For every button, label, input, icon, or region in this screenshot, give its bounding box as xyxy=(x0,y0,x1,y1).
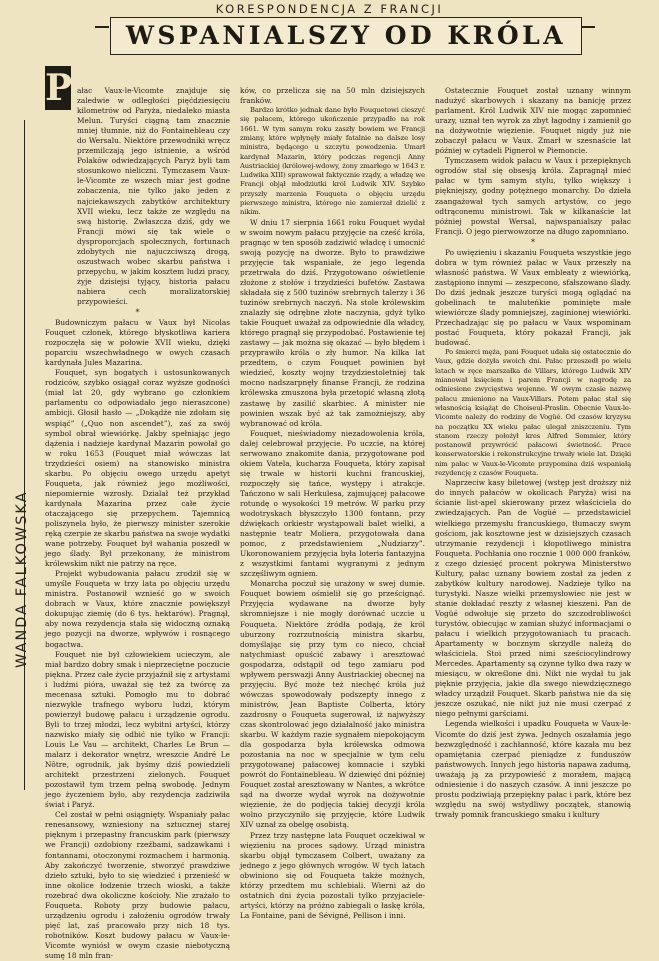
title-rule-left xyxy=(95,26,109,28)
article-column-1 xyxy=(45,86,230,961)
paragraph: ałac Vaux-le-Vicomte znajduje się zaledwie w odległości pięćdziesięciu kilometrów od Paryża, niedaleko miasta Melun. Turyści ciągną tam znacznie mniej tłumnie, niż do Fontainebleau czy do Wersalu. Niektóre przewodniki wręcz przemilczają jego istnienie, a wśród Polaków odwiedzających Paryż byli tam stosunkowo nieliczni. Tymczasem Vaux-le-Vicomte ze wszech miar jest godne zobaczenia, nie tylko jako jeden z najciekawszych zabytków architektury XVII wieku, lecz także ze względu na swą historię. Zwłaszcza dziś, gdy we Francji mówi się tak wiele o dysproporcjach społecznych, fortunach zdobytych nie najuczciwszą drogą, oszustwach wobec skarbu państwa i przepychu, w jakim kosztem ludzi pracy, żyje dzisiejsi tyjący, historia pałacu nabiera cech moralizatorskiej przypowieści. xyxy=(77,86,230,306)
paragraph: Tymczasem widok pałacu w Vaux i przepięknych ogrodów stał się obsesją króla. Zapragnął mieć pałac w tym samym stylu, tylko większy i piękniejszy, godny potężnego monarchy. Do dzieła zaangażował tych samych artystów, co jego odtrąconemu ministrowi. Tak w kilkanaście lat później powstał Wersal, najwspanialszy pałac Francji. O jego pierwowzorze na długo zapomniano. xyxy=(435,156,631,236)
article-column-3 xyxy=(435,86,631,820)
paragraph: Naprzeciw kasy biletowej (wstęp jest droższy niż do innych pałaców w okolicach Paryża) wisi na ścianie list-apel skierowany przez właściciela do zwiedzających. Pan de Vogüé — przedstawiciel wielkiego przemysłu francuskiego, tłumaczy swym gościom, jak kosztowne jest w dzisiejszych czasach utrzymanie rezydencji i kłopotliwego ministra Fouqueta. Pochłania ono rocznie 1 000 000 franków, z czego dziesięć procent pokrywa Ministerstwo Kultury, pałac uznany bowiem został za jeden z zabytków kultury narodowej. Nadzieje tylko na turystyki. Nasze wielki przemysłowiec nie jest w stanie dokładać reszty z własnej kieszeni. Pan de Vogüé odwołuje się przeto do szczodrobliwości turystów, obiecując w zamian służyć informacjami o pałacu i wielkich przygotowaniach tu pracach. Apartamenty w bocznym skrzydle należą do właściciela. Stoi przed nimi sześciocylindrowy Mercedes. Apartamenty są czynne tylko dwa razy w miesiącu, w określone dni. Nikt nie wydał tu jak pięknie przyjęcia, jakie dla swego niewdzięcznego władcy urządził Fouquet. Skarb państwa nie da się jeszcze oszukać, nie nikt już nie musi czerpać z niego pełnymi garściami. xyxy=(435,478,631,719)
paragraph: Przez trzy następne lata Fouquet oczekiwał w więzieniu na proces sądowy. Urząd ministra skarbu objął tymczasem Colbert, uważany za jednego z jego głównych wrogów. W tych latach obwiniono się od Fouqueta także możnych, którzy przedtem mu schlebiali. Wierni aż do ostatnich dni życia pozostali tylko przyjaciele-artyści, którzy na próżno zabiegali o łaskę króla, La Fontaine, pani de Sévigné, Pellison i inni. xyxy=(240,830,425,920)
author-rule xyxy=(24,120,25,790)
paragraph: Cel został w pełni osiągnięty. Wspaniały pałac renesansowy, wzniesiony na sztucznej starej pięknym i przepastny francuskim park (pierwszy we Francji) ozdobiony rzeźbami, sadzawkami i fontannami, otoczonymi rozmachem i harmonią. Aby zakończyć tworzenie, stworzyć prawdziwe dzieło sztuki, było to się wiedzieć i przenieść w inne okolice łodzenie trzech wioski, a także rozebrać dwa okoliczne kościoły. Nie zrażało to Fouqueta. Roboty przy budowie pałacu, urządzeniu ogrodu i założeniu ogrodów trwały pięć lat, zaś pracowało przy nich 18 tys. robotników. Koszt budowy pałacu w Vaux-le-Vicomte wyniósł w owym czasie niebotyczną sumę 18 mln fran- xyxy=(45,810,230,960)
paragraph: Ostatecznie Fouquet został uznany winnym nadużyć skarbowych i skazany na banicję przez parlament. Król Ludwik XIV nie mogąc zapomnieć urazy, uznał ten wyrok za zbyt łagodny i zamienił go na dożywotnie więzienie. Fouquet nigdy już nie zobaczył pałacu w Vaux. Zmarł w szesnaście lat później w cytadeli Pignerol w Piemoncie. xyxy=(435,86,631,156)
article-title: WSPANIALSZY OD KRÓLA xyxy=(125,21,567,50)
section-rubric: KORESPONDENCJA Z FRANCJI xyxy=(215,2,444,16)
paragraph: ków, co przelicza się na 50 mln dzisiejszych franków. xyxy=(240,86,425,106)
paragraph: Po śmierci męża, pani Fouquet udała się ostatecznie do Vaux, gdzie dożyła swoich dni. Pałac przeszedł po wielu latach w ręce marszałka de Villars, którego Ludwik XIV mianował księciem i parem Francji w nagrodę za odniesione zwycięstwa wojenne. W owym czasie nazwę pałacu zmieniono na Vaux-Villars. Potem pałac stał się własnością książąt de Choiseul-Praslin. Obecnie Vaux-le-Vicomte należy do rodziny de Vogüé. Od czasów kryzysu na początku XX wieku pałac ulegał zniszczeniu. Tym stanom rzeczy położył kres Alfred Sommier, który postanowił przywrócić pałacowi świetność. Prace konserwatorskie i rekonstrukcyjne trwały wiele lat. Dzięki nim pałac w Vaux-le-Vicomte przypomina dziś wspaniałą rezydencję z czasów Fouqueta. xyxy=(435,348,631,478)
paragraph: Fouquet nie był człowiekiem ucieczym, ale miał bardzo dobry smak i nieprzeciętne poczucie piękna. Przez całe życie przyjaźnił się z artystami i ludźmi pióra, uważał się też za twórcę za mecenasa sztuki. Pomogło mu to dobrać niezwykle trafnego wyboru ludzi, którym powierzył budowę pałacu i urządzenie ogrodu. Byli to trzej młodzi, lecz wybitni artyści, którzy nazwisko miały się odbić nie tylko w Francji: Louis Le Vau — architekt, Charles Le Brun — malarz i dekorator wnętrz, wreszcie André Le Nôtre, ogrodnik, jak byśmy dziś powiedzieli architekt przestrzeni zielonych. Fouquet pozostawił tym trzem pełną swobodę. Jednym jego życzeniem było, aby rezydencja zadziwiła świat i Paryż. xyxy=(45,649,230,810)
paragraph: Projekt wybudowania pałacu zrodził się w umyśle Fouqueta w trzy lata po objęciu urzędu ministra. Postanowił wznieść go w swoich dobrach w Vaux, które znacznie powiększył dokupując ziemię (do 6 tys. hektarów). Pragnął, aby nowa rezydencja stała się widoczną oznaką jego pozycji na dworze, wpływów i rosnącego bogactwa. xyxy=(45,569,230,649)
author-name: WANDA FALKOWSKA xyxy=(14,490,30,668)
paragraph: Fouquet, nieświadomy niezadowolenia króla, dalej celebrował przyjęcie. Po uczcie, na której serwowano znakomite dania, przygotowane pod okiem Vatela, kucharza Fouqueta, który zapisał się trwale w historii kuchni francuskiej, rozpoczęły się tańce, występy i atrakcje. Tańczono w sali Herkulesa, zajmującej pałacowe rotundę o wysokości 19 metrów. W parku przy wodotryskach błyszczyło 1300 fontann, przy dźwiękach orkiestr wystąpowali balet wielki, a następnie teatr Moliera, przygotowała dana pomoc, z przedstawieniem „Nudziarzy”. Ukoronowaniem przyjęcia była loteria fantazyjna z wszystkimi fantami wygranymi z jednym szczęśliwym ogniem. xyxy=(240,428,425,579)
paragraph: Bardzo krótko jednak dane było Fouquetowi cieszyć się pałacem, którego ukończenie przypadło na rok 1661. W tym samym roku zaszły bowiem we Francji zmiany, które wpłynęły miały fatalnie na dalsze losy ministra, będącego u szczytu powodzenia. Umarł kardynał Mazarin, który podczas regencji Anny Austriackiej (królowej-wdowy, żony zmarłego w 1643 r. Ludwika XIII) sprawował faktycznie rządy, a władzę we Francji objął młodziutki król Ludwik XIV. Szybko przyszły marzenia Fouqueta o objęciu urzędu pierwszego ministra, którego nie zamierzał dzielić z nikim. xyxy=(240,106,425,217)
drop-cap: P xyxy=(45,67,73,109)
paragraph: Po uwięzieniu i skazaniu Fouqueta wszystkie jego dobra w tym również pałac w Vaux przeszły na własność państwa. W Vaux embleaty z wiewiórką, zastąpiono innymi — zeszpecono, sfałszowano ślady. Do dziś jednak jeszcze turyści mogą oglądać na gobelinach te maluteńkie pominięte małe wiewiórcze ślady pomniejszej, zaginionej wiewiórki. Przechadzając się po pałacu w Vaux wspominam postać Fouqueta, który pokazał Francji, jak budować. xyxy=(435,247,631,348)
paragraph: Legenda wielkości i upadku Fouqueta w Vaux-le-Vicomte do dziś jest żywa. Jednych oszałamia jego bezwzględność i zachłanność, które kazała mu bez opamiętania czerpać pieniądze z funduszów państwowych. Innych jego historia napawa zadumą, uważają ją za przypowieść z morałem, mającą odniesienie i do naszych czasów. A inni jeszcze po prostu podziwiają przepiękny pałac i park, które bez względu na swój wstydliwy początek, stanowią trwały pomnik francuskiego smaku i kultury xyxy=(435,719,631,819)
title-rule-right xyxy=(581,26,595,28)
paragraph: Monarcha poczuł się urażony w swej dumie. Fouquet bowiem ośmielił się go prześcignąć. Przyjęcia wydawane na dworze były skromniejsze i nie mogły dorównać uczcie u Fouqueta. Niektóre źródła podają, że król uburzony rozrzutnością ministra skarbu, domyślając się przy tym co nieco, chciał natychmiast opuścić zabawy i aresztować gospodarza, odstąpił od tego zamiaru pod wpływem perswazji Anny Austriackiej obecnej na przyjęciu. Być może też niechęć króla już wówczas spowodowały podszepty innego z ministrów, Jean Baptiste Colberta, który zazdrosny o Fouqueta sugerował, iż najwyższy czas skontrolować jego działalność jako ministra skarbu. W każdym razie sygnałem niepokojącym dla gospodarza była królewska odmowa pozostania na noc w specjalnie w tym celu przygotowanej pałacowej komnacie i szybki powrót do Fontainebleau. W dziewięć dni później Fouquet został aresztowany w Nantes, a wkrótce sąd na dworze wydał wyrok na dożywotnie więzienie, że do podjęcia takiej decyzji króla wolno przyczyniło się przyjęcie, które Ludwik XIV uznał za obelgę osobistą. xyxy=(240,579,425,830)
paragraph: W dniu 17 sierpnia 1661 roku Fouquet wydał w swoim nowym pałacu przyjęcie na cześć króla, pragnąc w ten sposób zadziwić władcę i umocnić swoją pozycję na dworze. Było to prawdziwe przyjęcie tak wspaniałe, że jego legenda przetrwała do dziś. Przygotowano oświetlenie złożone z stołów i trzydzieści bufetów. Zastawa składała się z 500 tuzinów srebrnych talerzy i 36 tuzinów srebrnych naczyń. Na stole królewskim znalazły się odrębne złote naczynia, gdyż tylko takie Fouquet uważał za odpowiednie dla władcy, którego pragnął się przypodobać. Postawienie tej zastawy — jak można się okazać — było błędem i przyprawiło króla o zły humor. Na kilka lat przedtem, o czym Fouquet powinien był wiedzieć, koszty wojny trzydziestoletniej tak mocno nadszarpnęły finanse Francji, że rodzina królewska zmuszona była przetopić własną złotą zastawę by zasilić skarbiec. A minister nie powinien wszak być aż tak zamożniejszy, aby wybranować od króla. xyxy=(240,217,425,428)
paragraph: Budowniczym pałacu w Vaux był Nicolas Fouquet członek, którego błyskotliwa kariera rozpoczęła się w połowie XVII wieku, dzięki poparciu wszechwładnego w owych czasach kardynała Jules Mazarina. xyxy=(45,318,230,368)
article-column-2 xyxy=(240,86,425,921)
headline-box xyxy=(110,17,582,55)
section-divider: * xyxy=(531,237,535,247)
section-divider: * xyxy=(135,308,140,318)
paragraph: Fouquet, syn bogatych i ustosunkowanych rodziców, szybko osiągał coraz wyższe godności (miał lat 20, gdy wybrano go członkiem parlamentu co odpowiadało jego nieraszcone) ambicji. Głosił hasło — „Dokądże nie zdołam się wspiąć” („Quo non ascendet”), zaś za swój symbol obrał wiewiórkę. Jakby spełniając jego dążenia i nadzieje kardynał Mazarin powołał go w roku 1653 (Fouquet miał wówczas lat trzydzieści osiem) na stanowisko ministra skarbu. Po objęciu owego urzędu apetyt Fouqueta, jak również jego możliwości, niepomiernie wzrosły. Dzialał też przykład kardynała Mazarina przez całe życie otaczającego się przepychem. Tajemnicą poliszynela było, że pierwszy minister szerokie ręką czerpie ze skarbu państwa na swoje wydatki wane potrzeby. Fouquet był wahania poszedł w jego ślady. Był przekonany, że ministrom królewskim nikt nie patrzy na ręce. xyxy=(45,368,230,569)
